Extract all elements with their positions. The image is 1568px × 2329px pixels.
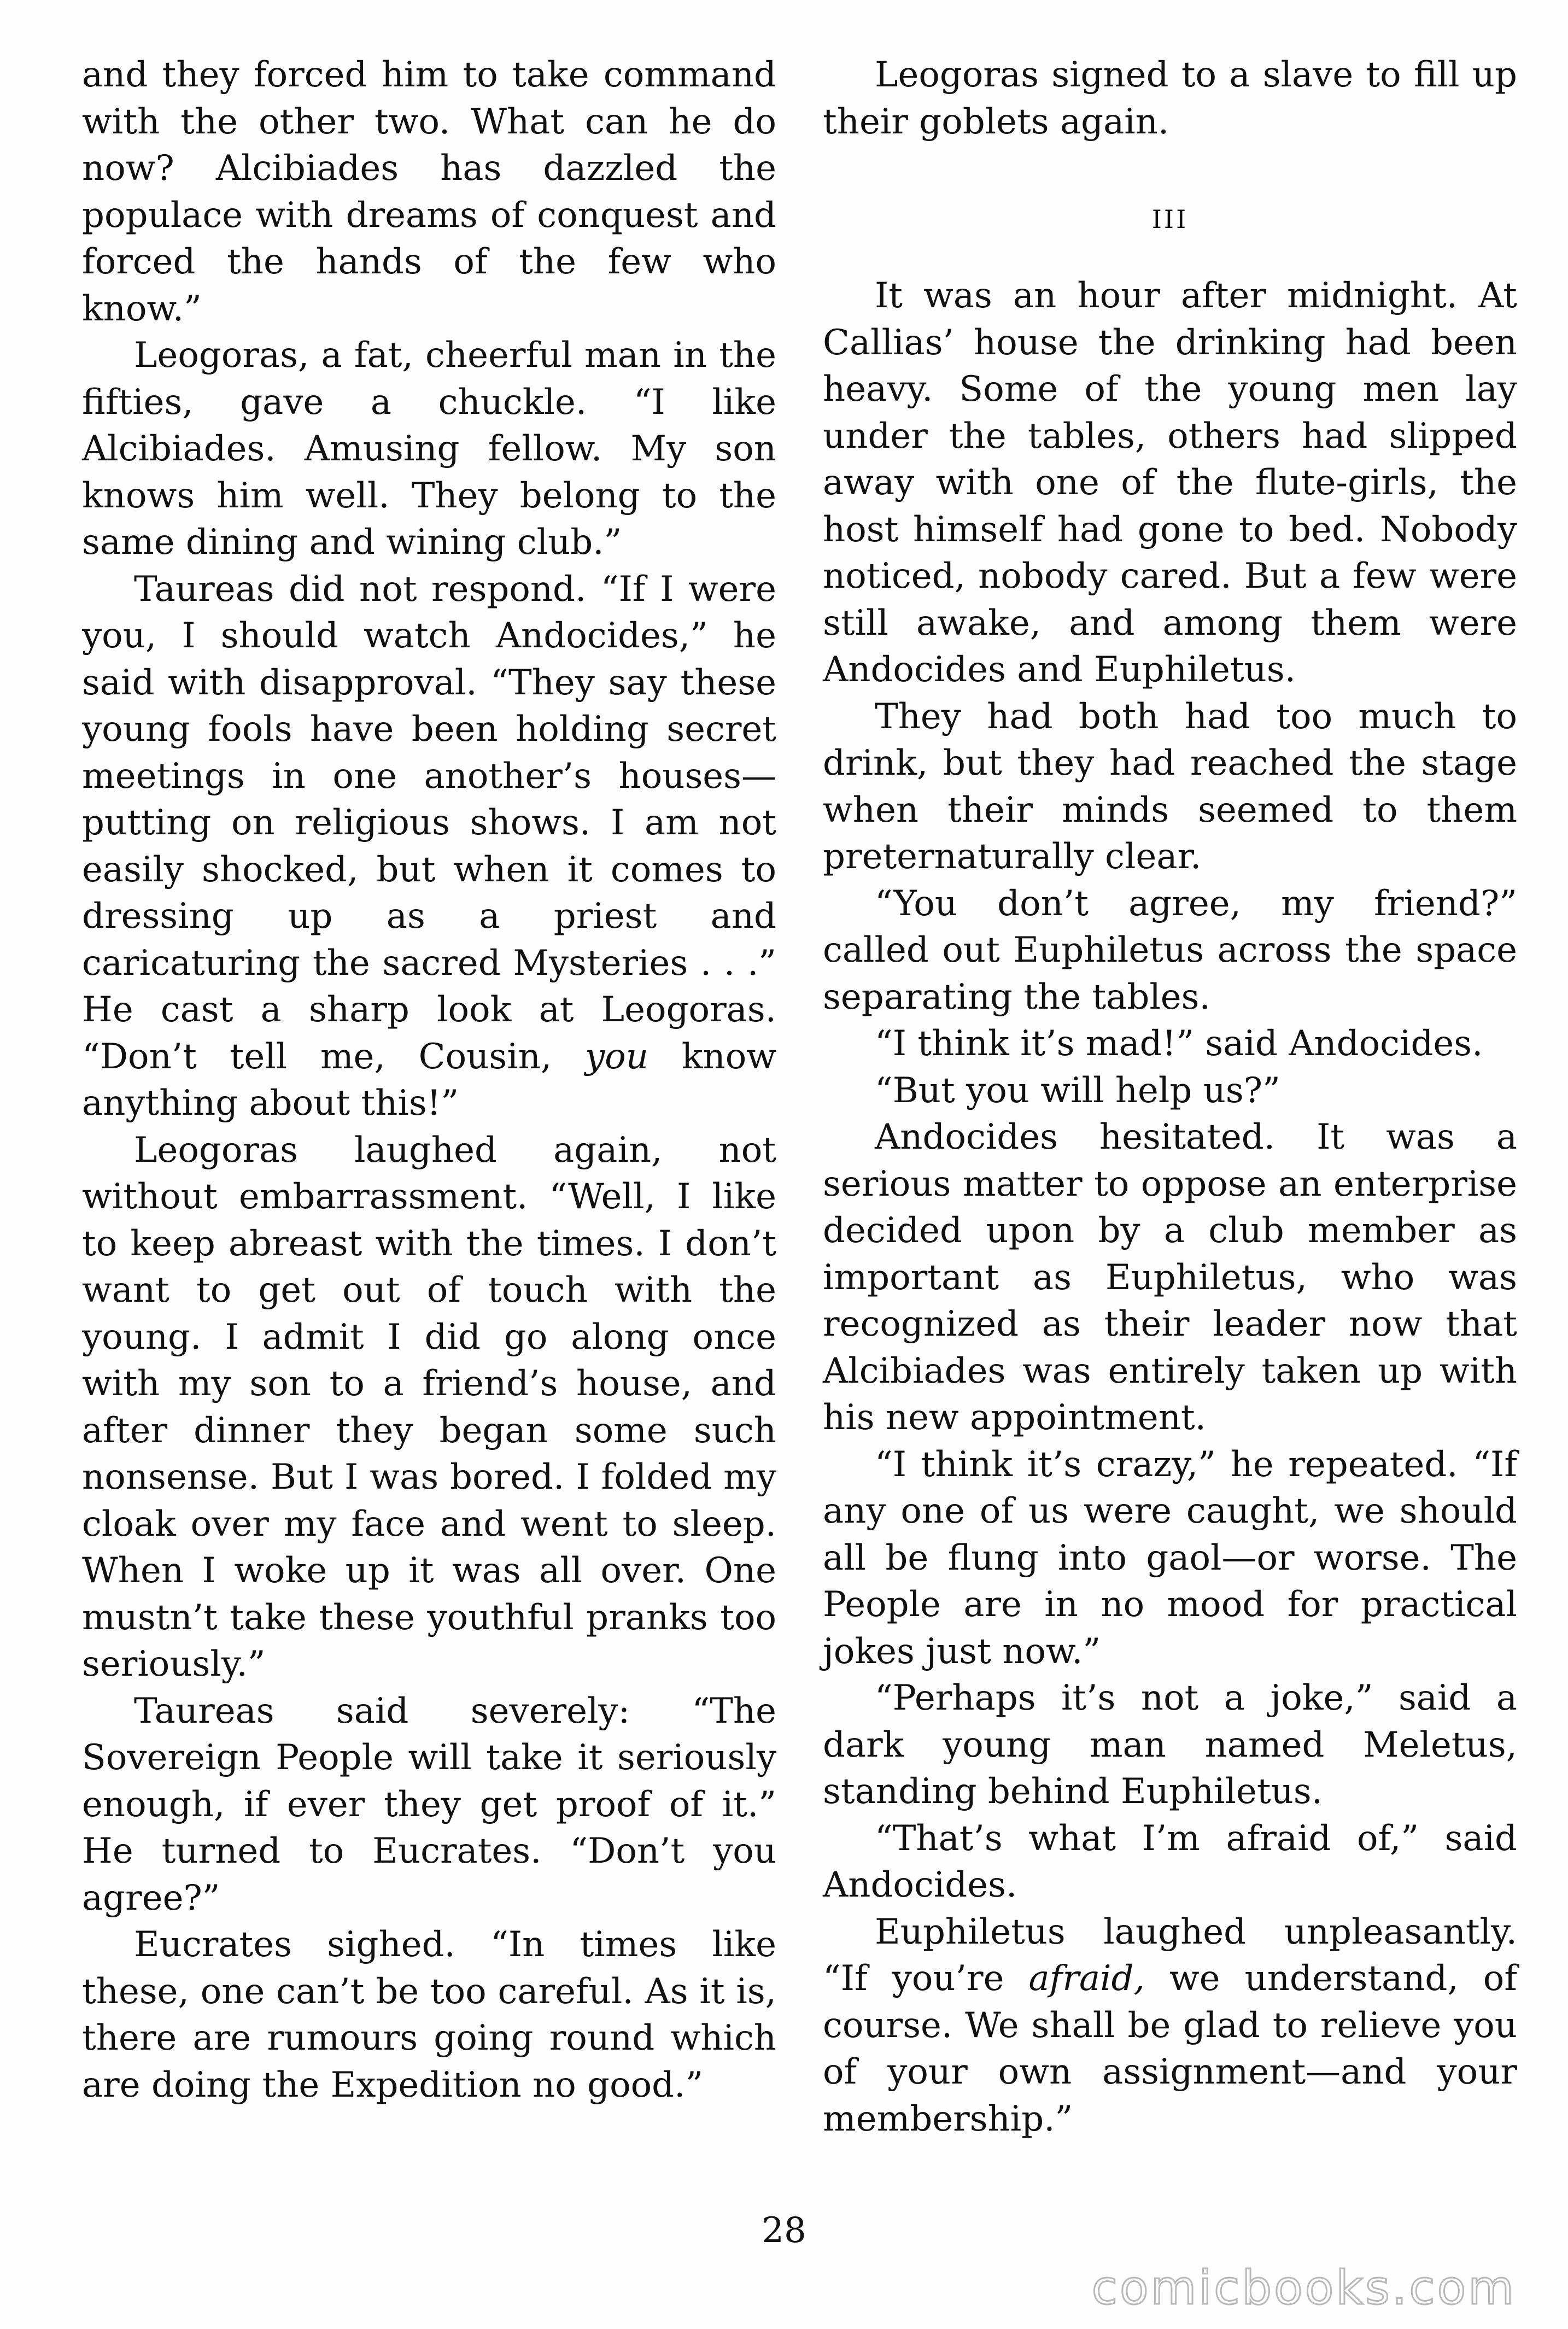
page-number: 28 [762,2210,806,2251]
paragraph-text: know anything about this!” [82,1036,776,1123]
paragraph: Taureas said severely: “The Sovereign People will take it seriously enough, if ever they get proof of it.” He turned to Eucrates. “Don’t you agree?” [82,1690,776,1918]
paragraph: Leogoras laughed again, not without embarrassment. “Well, I like to keep abreast with the times. I don’t want to get out of touch with the young. I admit I did go along once with my son to a friend’s house, and after dinner they began some such nonsense. But I was bored. I folded my cloak over my face and went to sleep. When I woke up it was all over. One mustn’t take these youthful pranks too seriously.” [82,1130,776,1684]
left-column [82,52,776,2109]
watermark-logo: comicbooks.com [1091,2261,1516,2315]
emphasis-text: afraid, [1028,1958,1145,1999]
paragraph: “Perhaps it’s not a joke,” said a dark young man named Meletus, standing behind Euphiletus. [823,1678,1517,1812]
paragraph: and they forced him to take command with the other two. What can he do now? Alcibiades has dazzled the populace with dreams of conquest and forced the hands of the few who know.” [82,55,776,329]
paragraph-text: Euphiletus laughed unpleasantly. “If you’re [823,1911,1517,1999]
section-heading: III [1151,204,1189,234]
paragraph: “But you will help us?” [875,1070,1280,1111]
paragraph: “That’s what I’m afraid of,” said Andocides. [823,1818,1517,1905]
paragraph [823,1909,1517,2143]
paragraph: “I think it’s mad!” said Andocides. [875,1023,1483,1064]
paragraph: “I think it’s crazy,” he repeated. “If any one of us were caught, we should all be flung into gaol—or worse. The People are in no mood for practical jokes just now.” [823,1444,1517,1672]
paragraph: It was an hour after midnight. At Callias’ house the drinking had been heavy. Some of the young men lay under the tables, others had slipped away with one of the flute-girls, the host himself had gone to bed. Nobody noticed, nobody cared. But a few were still awake, and among them were Andocides and Euphiletus. [823,276,1517,690]
paragraph-text: Taureas did not respond. “If I were you, I should watch Andocides,” he said with disapproval. “They say these young fools have been holding secret meetings in one another’s houses—putting on religious shows. I am not easily shocked, but when it comes to dressing up as a priest and caricaturing the sacred Mysteries . . .” He cast a sharp look at Leogoras. “Don’t tell me, Cousin, [82,569,776,1077]
paragraph: Eucrates sighed. “In times like these, one can’t be too careful. As it is, there are rumours going round which are doing the Expedition no good.” [82,1924,776,2105]
paragraph: They had both had too much to drink, but they had reached the stage when their minds seemed to them preternaturally clear. [823,696,1517,877]
paragraph: “You don’t agree, my friend?” called out Euphiletus across the space separating the tables. [823,883,1517,1017]
paragraph-text: we understand, of course. We shall be glad to relieve you of your own assignment—and your membership.” [823,1958,1518,2139]
paragraph: Leogoras, a fat, cheerful man in the fifties, gave a chuckle. “I like Alcibiades. Amusing fellow. My son knows him well. They belong to the same dining and wining club.” [82,335,776,563]
emphasis-text: you [585,1036,648,1077]
paragraph: Andocides hesitated. It was a serious matter to oppose an enterprise decided upon by a club member as important as Euphiletus, who was recognized as their leader now that Alcibiades was entirely taken up with his new appointment. [823,1117,1517,1438]
right-column [823,52,1517,2143]
paragraph: Leogoras signed to a slave to fill up their goblets again. [823,55,1517,142]
paragraph [82,566,776,1127]
